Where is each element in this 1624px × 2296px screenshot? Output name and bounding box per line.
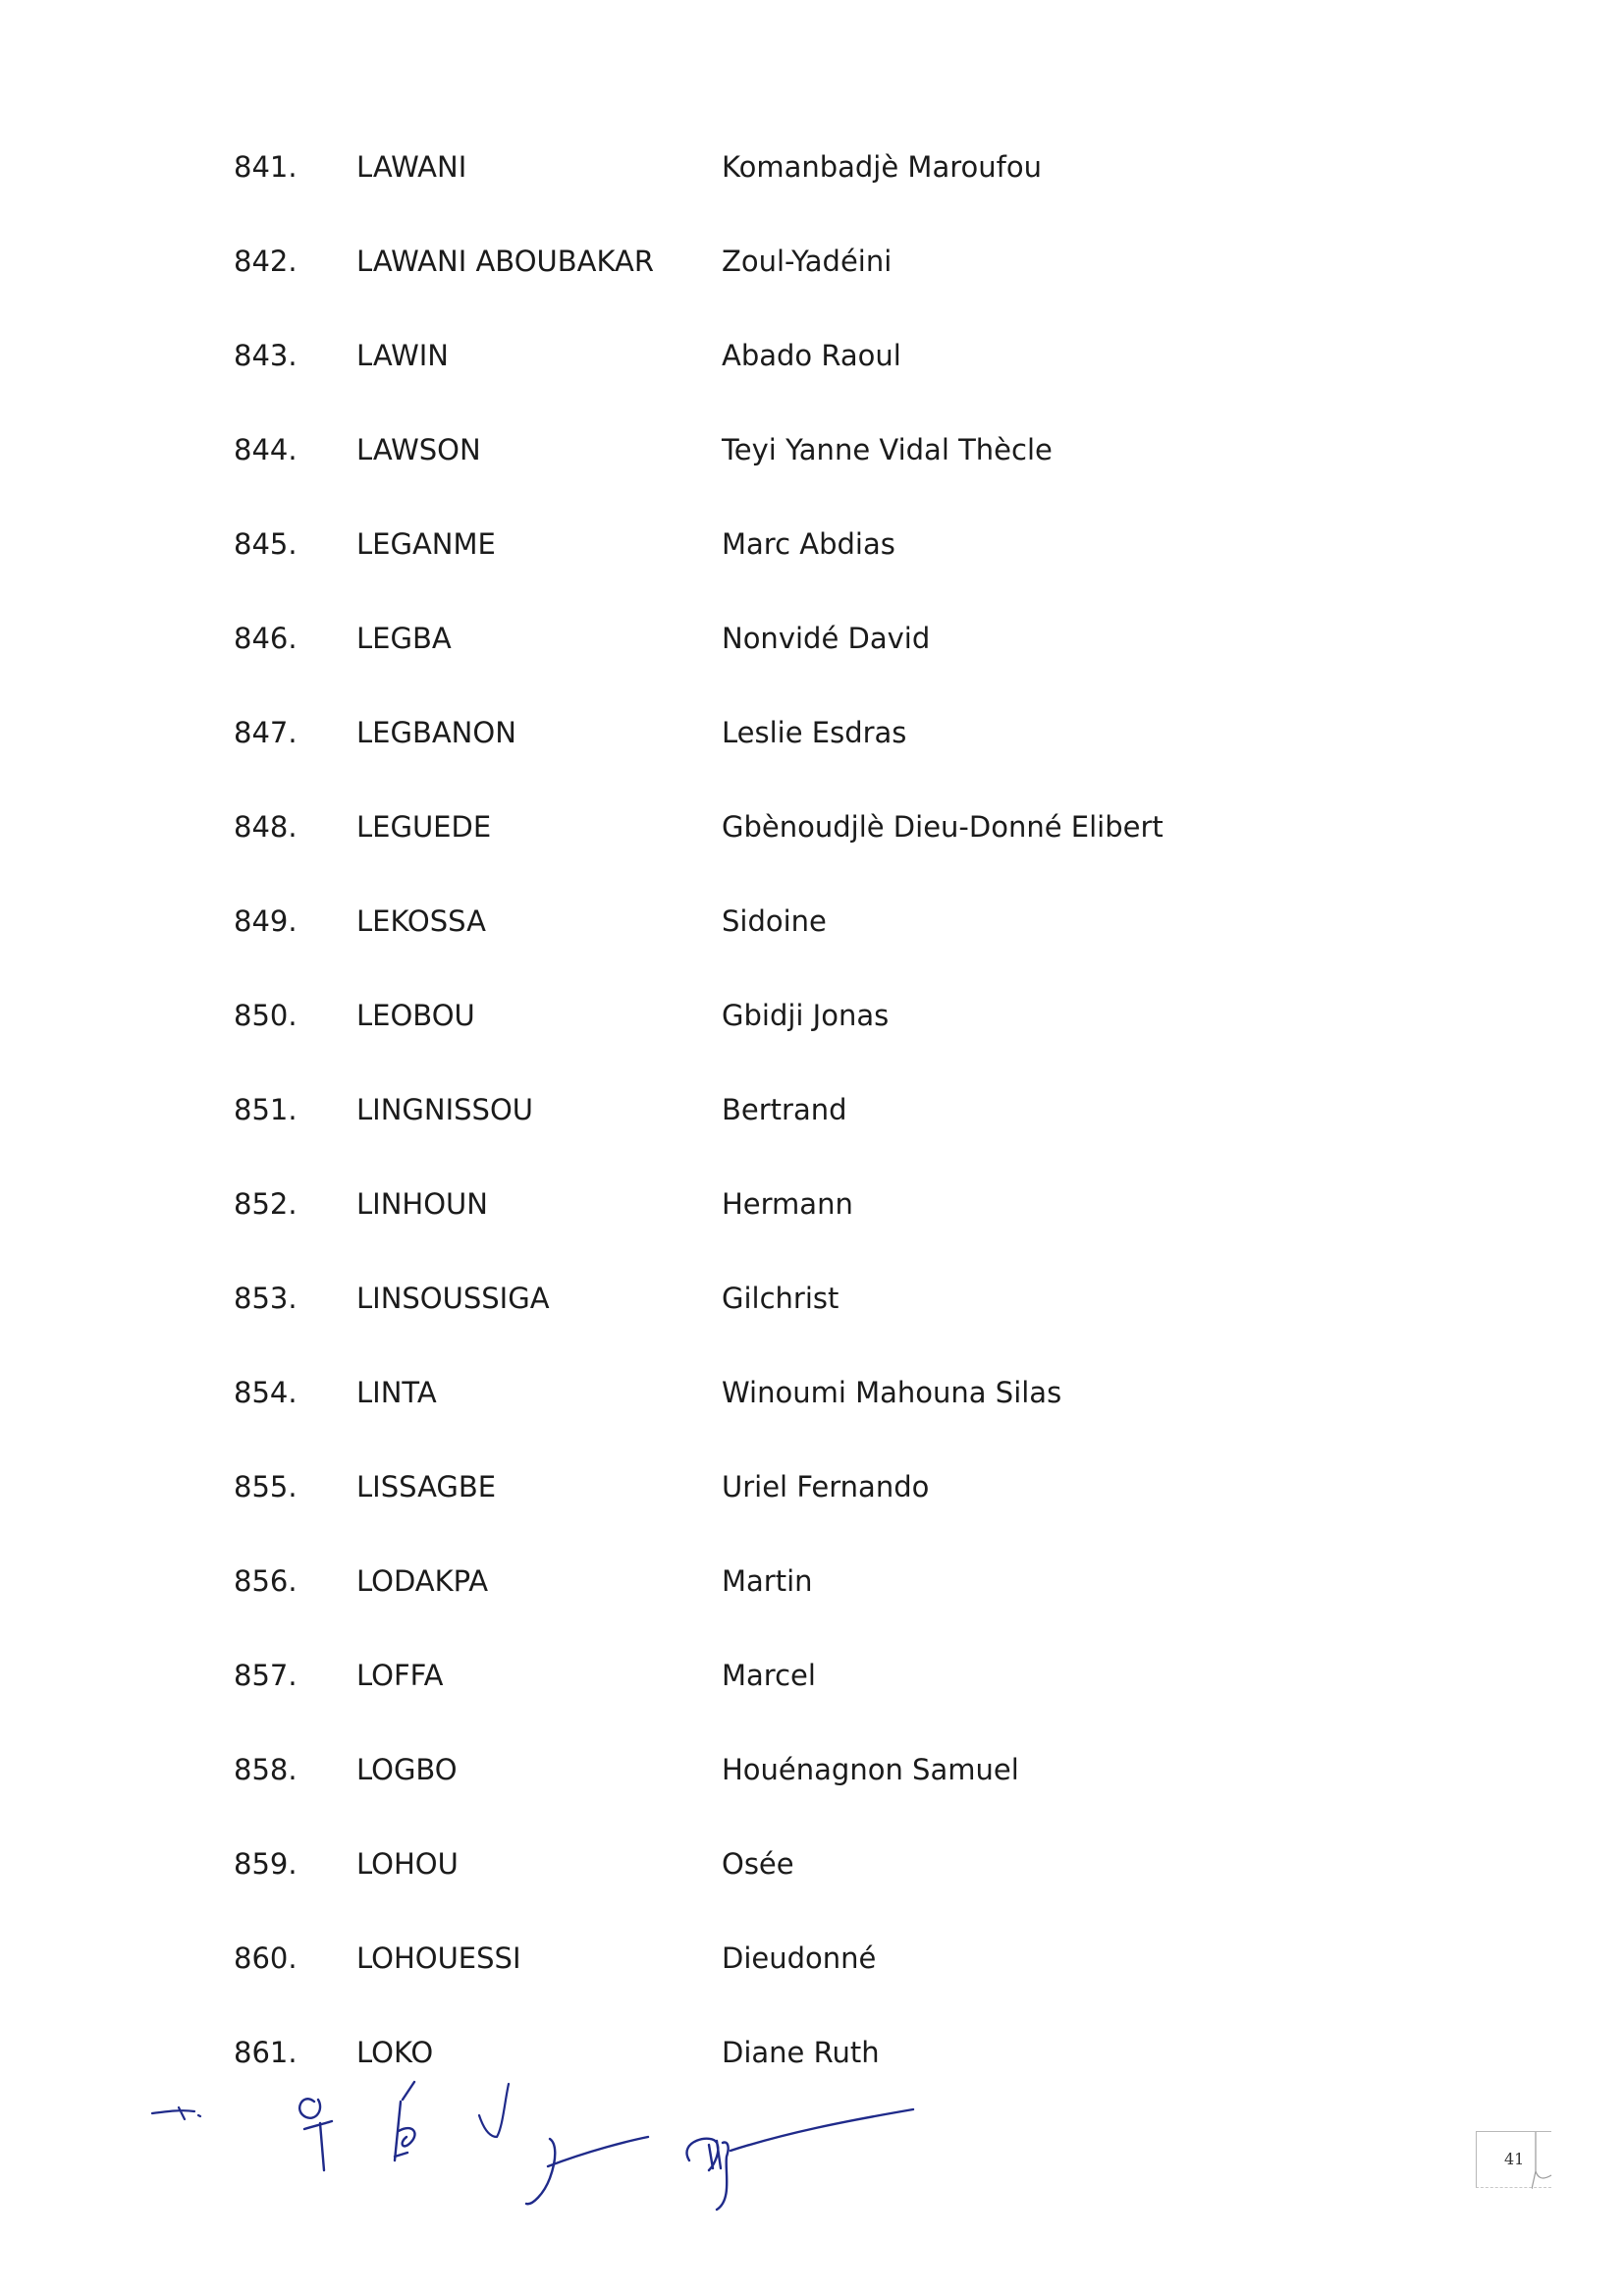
entry-number: 857. <box>234 1659 298 1692</box>
entry-surname: LEGBA <box>356 622 452 655</box>
entry-number: 855. <box>234 1470 298 1503</box>
entry-given-names: Houénagnon Samuel <box>722 1753 1019 1786</box>
entry-surname: LINHOUN <box>356 1187 488 1221</box>
entry-number: 854. <box>234 1376 298 1409</box>
entry-given-names: Diane Ruth <box>722 2036 880 2069</box>
entry-given-names: Osée <box>722 1847 794 1881</box>
list-item <box>234 1561 1216 1656</box>
entry-number: 849. <box>234 904 298 938</box>
list-item <box>234 619 1216 713</box>
entry-surname: LEGANME <box>356 527 496 561</box>
signature-mark <box>299 2099 332 2170</box>
entry-given-names: Leslie Esdras <box>722 716 907 749</box>
list-item <box>234 430 1216 524</box>
entry-number: 850. <box>234 999 298 1032</box>
entry-given-names: Nonvidé David <box>722 622 931 655</box>
entry-given-names: Sidoine <box>722 904 827 938</box>
entry-given-names: Teyi Yanne Vidal Thècle <box>722 433 1053 466</box>
list-item <box>234 1279 1216 1373</box>
signature-mark <box>479 2084 509 2137</box>
list-item <box>234 336 1216 430</box>
signature-mark <box>687 2109 913 2210</box>
entry-surname: LAWIN <box>356 339 449 372</box>
entry-given-names: Winoumi Mahouna Silas <box>722 1376 1062 1409</box>
entry-given-names: Hermann <box>722 1187 853 1221</box>
entry-surname: LEGUEDE <box>356 810 492 844</box>
entry-surname: LOKO <box>356 2036 434 2069</box>
list-item <box>234 1373 1216 1467</box>
entry-surname: LISSAGBE <box>356 1470 497 1503</box>
list-item <box>234 147 1216 242</box>
entry-given-names: Komanbadjè Maroufou <box>722 150 1042 184</box>
list-item <box>234 1184 1216 1279</box>
entry-number: 847. <box>234 716 298 749</box>
entry-surname: LINSOUSSIGA <box>356 1282 550 1315</box>
entry-given-names: Gilchrist <box>722 1282 839 1315</box>
list-item <box>234 242 1216 336</box>
entry-number: 841. <box>234 150 298 184</box>
signature-mark <box>395 2082 414 2160</box>
list-item <box>234 1467 1216 1561</box>
list-item <box>234 1750 1216 1844</box>
entry-number: 853. <box>234 1282 298 1315</box>
entry-surname: LEOBOU <box>356 999 475 1032</box>
page-number-stamp <box>1476 2131 1551 2188</box>
entry-surname: LOHOU <box>356 1847 459 1881</box>
list-item <box>234 1939 1216 2033</box>
signature-mark <box>152 2107 200 2119</box>
entry-surname: LODAKPA <box>356 1564 489 1598</box>
entry-given-names: Gbènoudjlè Dieu-Donné Elibert <box>722 810 1164 844</box>
entry-number: 852. <box>234 1187 298 1221</box>
entry-given-names: Bertrand <box>722 1093 847 1126</box>
entry-number: 846. <box>234 622 298 655</box>
list-item <box>234 807 1216 902</box>
entry-number: 848. <box>234 810 298 844</box>
entry-given-names: Gbidji Jonas <box>722 999 890 1032</box>
handwritten-signatures <box>137 2072 1021 2219</box>
entry-given-names: Marc Abdias <box>722 527 895 561</box>
entry-number: 859. <box>234 1847 298 1881</box>
entry-given-names: Abado Raoul <box>722 339 901 372</box>
entry-surname: LAWANI <box>356 150 467 184</box>
list-item <box>234 1656 1216 1750</box>
list-item <box>234 1844 1216 1939</box>
entry-number: 851. <box>234 1093 298 1126</box>
entry-surname: LEKOSSA <box>356 904 486 938</box>
entry-given-names: Marcel <box>722 1659 816 1692</box>
entry-surname: LOGBO <box>356 1753 458 1786</box>
entry-number: 858. <box>234 1753 298 1786</box>
entry-number: 861. <box>234 2036 298 2069</box>
list-item <box>234 996 1216 1090</box>
entry-number: 842. <box>234 245 298 278</box>
page-number: 41 <box>1504 2150 1525 2168</box>
entry-surname: LINGNISSOU <box>356 1093 533 1126</box>
list-item <box>234 902 1216 996</box>
entry-number: 845. <box>234 527 298 561</box>
entry-given-names: Martin <box>722 1564 813 1598</box>
list-item <box>234 1090 1216 1184</box>
entry-number: 844. <box>234 433 298 466</box>
entry-number: 843. <box>234 339 298 372</box>
entry-number: 860. <box>234 1941 298 1975</box>
entry-number: 856. <box>234 1564 298 1598</box>
entry-surname: LAWSON <box>356 433 481 466</box>
signature-mark <box>526 2137 648 2204</box>
entry-given-names: Zoul-Yadéini <box>722 245 893 278</box>
entry-surname: LOHOUESSI <box>356 1941 521 1975</box>
list-item <box>234 524 1216 619</box>
entry-surname: LOFFA <box>356 1659 444 1692</box>
list-item <box>234 713 1216 807</box>
entry-given-names: Dieudonné <box>722 1941 877 1975</box>
entry-surname: LEGBANON <box>356 716 516 749</box>
entry-surname: LAWANI ABOUBAKAR <box>356 245 654 278</box>
page-corner-icon <box>1532 2132 1555 2189</box>
entry-surname: LINTA <box>356 1376 437 1409</box>
entry-given-names: Uriel Fernando <box>722 1470 930 1503</box>
name-list <box>234 147 1216 2127</box>
